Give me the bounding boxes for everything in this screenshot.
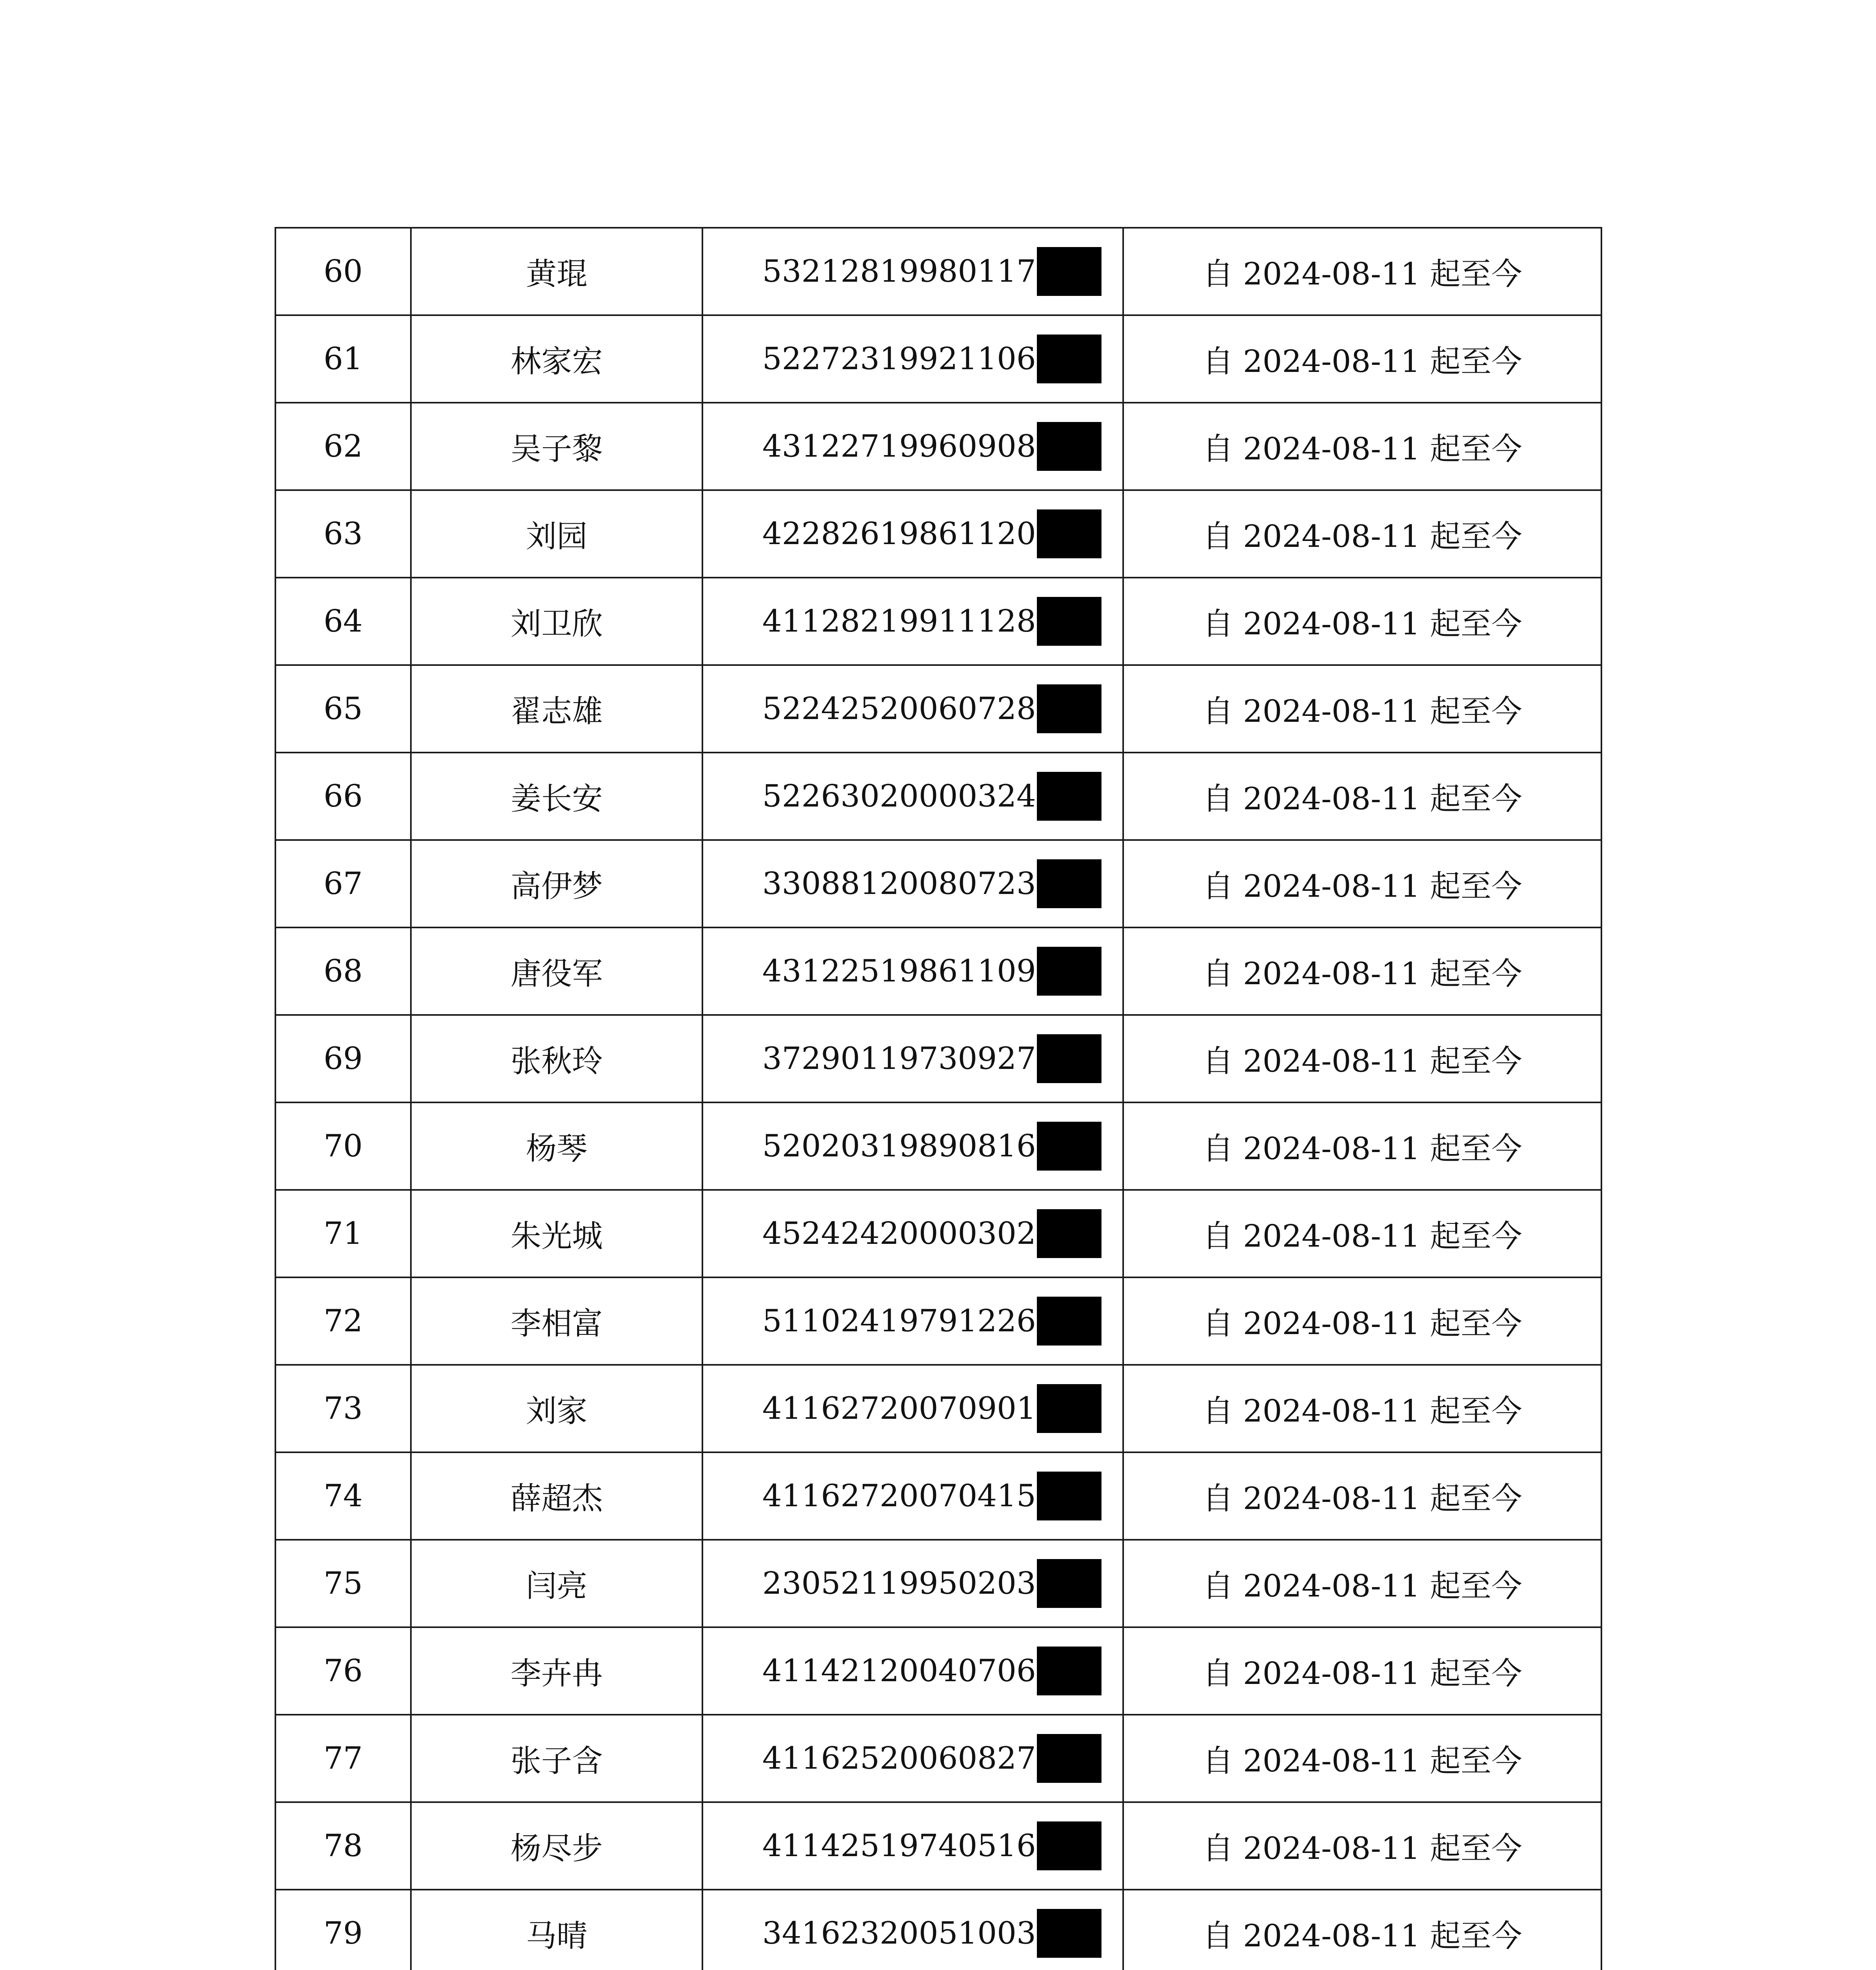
- row-id-wrapper: [703, 403, 1122, 489]
- redaction-block: [1037, 1559, 1101, 1608]
- row-id-cell: [702, 753, 1123, 840]
- row-id-cell: [702, 1015, 1123, 1102]
- row-index: 71: [275, 1190, 411, 1277]
- row-id-wrapper: [703, 1103, 1122, 1189]
- row-index: 60: [275, 228, 411, 315]
- row-name: 刘卫欣: [411, 578, 702, 665]
- row-id-cell: [702, 1452, 1123, 1540]
- redaction-block: [1037, 1209, 1101, 1258]
- row-id-number: 51102419791226: [762, 1303, 1036, 1339]
- row-id-cell: [702, 1802, 1123, 1890]
- row-name: 李相富: [411, 1277, 702, 1365]
- row-id-number: 23052119950203: [762, 1566, 1036, 1601]
- table-row: [275, 840, 1601, 927]
- table-row: [275, 578, 1601, 665]
- row-id-wrapper: [703, 1366, 1122, 1451]
- row-id-wrapper: [703, 841, 1122, 927]
- redaction-block: [1037, 772, 1101, 821]
- row-id-number: 42282619861120: [762, 516, 1036, 552]
- redaction-block: [1037, 1734, 1101, 1783]
- row-id-wrapper: [703, 1278, 1122, 1364]
- row-id-cell: [702, 315, 1123, 403]
- row-id-wrapper: [703, 316, 1122, 402]
- row-index: 64: [275, 578, 411, 665]
- redaction-block: [1037, 1647, 1101, 1695]
- row-id-wrapper: [703, 666, 1122, 752]
- redaction-block: [1037, 1122, 1101, 1171]
- row-id-number: 41128219911128: [762, 604, 1036, 639]
- row-period: 自 2024-08-11 起至今: [1123, 1365, 1601, 1452]
- row-index: 74: [275, 1452, 411, 1540]
- table-row: [275, 1890, 1601, 1970]
- table-row: [275, 1190, 1601, 1277]
- row-index: 61: [275, 315, 411, 403]
- row-name: 李卉冉: [411, 1627, 702, 1715]
- row-name: 刘家: [411, 1365, 702, 1452]
- row-id-cell: [702, 1102, 1123, 1190]
- redaction-block: [1037, 859, 1101, 908]
- row-name: 唐役军: [411, 927, 702, 1015]
- row-index: 66: [275, 753, 411, 840]
- row-index: 70: [275, 1102, 411, 1190]
- redaction-block: [1037, 597, 1101, 646]
- redaction-block: [1037, 684, 1101, 733]
- row-name: 薛超杰: [411, 1452, 702, 1540]
- row-name: 高伊梦: [411, 840, 702, 927]
- row-index: 73: [275, 1365, 411, 1452]
- table-row: [275, 1277, 1601, 1365]
- row-id-wrapper: [703, 1191, 1122, 1277]
- redaction-block: [1037, 335, 1101, 383]
- roster-table-body: [275, 228, 1601, 1970]
- row-period: 自 2024-08-11 起至今: [1123, 1802, 1601, 1890]
- row-index: 67: [275, 840, 411, 927]
- row-period: 自 2024-08-11 起至今: [1123, 228, 1601, 315]
- row-id-number: 41162520060827: [762, 1741, 1036, 1776]
- row-id-cell: [702, 228, 1123, 315]
- redaction-block: [1037, 1909, 1101, 1958]
- row-id-number: 52263020000324: [762, 779, 1036, 814]
- row-name: 朱光城: [411, 1190, 702, 1277]
- redaction-block: [1037, 422, 1101, 471]
- row-id-wrapper: [703, 1016, 1122, 1102]
- row-name: 刘园: [411, 490, 702, 578]
- row-period: 自 2024-08-11 起至今: [1123, 1015, 1601, 1102]
- row-period: 自 2024-08-11 起至今: [1123, 840, 1601, 927]
- row-index: 76: [275, 1627, 411, 1715]
- redaction-block: [1037, 1297, 1101, 1346]
- row-period: 自 2024-08-11 起至今: [1123, 1540, 1601, 1627]
- row-period: 自 2024-08-11 起至今: [1123, 1277, 1601, 1365]
- row-name: 张子含: [411, 1715, 702, 1802]
- row-name: 黄琨: [411, 228, 702, 315]
- table-row: [275, 315, 1601, 403]
- row-id-wrapper: [703, 928, 1122, 1014]
- row-id-wrapper: [703, 1803, 1122, 1889]
- row-id-cell: [702, 840, 1123, 927]
- row-period: 自 2024-08-11 起至今: [1123, 927, 1601, 1015]
- row-id-cell: [702, 665, 1123, 753]
- row-name: 翟志雄: [411, 665, 702, 753]
- table-row: [275, 665, 1601, 753]
- row-id-cell: [702, 403, 1123, 490]
- table-row: [275, 1540, 1601, 1627]
- table-row: [275, 1627, 1601, 1715]
- redaction-block: [1037, 1034, 1101, 1083]
- row-name: 张秋玲: [411, 1015, 702, 1102]
- row-id-cell: [702, 927, 1123, 1015]
- row-period: 自 2024-08-11 起至今: [1123, 403, 1601, 490]
- row-name: 吴子黎: [411, 403, 702, 490]
- row-id-cell: [702, 1190, 1123, 1277]
- table-row: [275, 1102, 1601, 1190]
- row-id-number: 41162720070415: [762, 1478, 1036, 1514]
- table-row: [275, 1452, 1601, 1540]
- row-index: 68: [275, 927, 411, 1015]
- row-period: 自 2024-08-11 起至今: [1123, 490, 1601, 578]
- row-index: 72: [275, 1277, 411, 1365]
- redaction-block: [1037, 947, 1101, 996]
- roster-table-wrapper: [275, 227, 1601, 1970]
- row-name: 闫亮: [411, 1540, 702, 1627]
- row-id-number: 52272319921106: [762, 341, 1036, 377]
- row-period: 自 2024-08-11 起至今: [1123, 1715, 1601, 1802]
- row-id-wrapper: [703, 578, 1122, 664]
- row-index: 77: [275, 1715, 411, 1802]
- row-id-wrapper: [703, 229, 1122, 314]
- row-id-number: 34162320051003: [762, 1916, 1036, 1951]
- table-row: [275, 1365, 1601, 1452]
- row-period: 自 2024-08-11 起至今: [1123, 315, 1601, 403]
- row-id-wrapper: [703, 491, 1122, 577]
- table-row: [275, 753, 1601, 840]
- redaction-block: [1037, 1384, 1101, 1433]
- row-index: 62: [275, 403, 411, 490]
- table-row: [275, 927, 1601, 1015]
- table-row: [275, 1802, 1601, 1890]
- row-id-number: 33088120080723: [762, 866, 1036, 901]
- row-id-cell: [702, 1540, 1123, 1627]
- row-name: 杨尽步: [411, 1802, 702, 1890]
- table-row: [275, 490, 1601, 578]
- table-row: [275, 228, 1601, 315]
- roster-table: [275, 227, 1602, 1970]
- row-period: 自 2024-08-11 起至今: [1123, 753, 1601, 840]
- row-id-wrapper: [703, 753, 1122, 839]
- row-id-number: 37290119730927: [762, 1041, 1036, 1076]
- row-period: 自 2024-08-11 起至今: [1123, 1190, 1601, 1277]
- row-period: 自 2024-08-11 起至今: [1123, 1890, 1601, 1970]
- row-name: 杨琴: [411, 1102, 702, 1190]
- row-id-number: 43122519861109: [762, 953, 1036, 989]
- redaction-block: [1037, 509, 1101, 558]
- row-index: 75: [275, 1540, 411, 1627]
- table-row: [275, 1015, 1601, 1102]
- row-id-cell: [702, 1627, 1123, 1715]
- row-id-wrapper: [703, 1453, 1122, 1539]
- row-period: 自 2024-08-11 起至今: [1123, 1102, 1601, 1190]
- row-id-cell: [702, 1890, 1123, 1970]
- table-row: [275, 1715, 1601, 1802]
- row-period: 自 2024-08-11 起至今: [1123, 1627, 1601, 1715]
- row-index: 79: [275, 1890, 411, 1970]
- row-index: 69: [275, 1015, 411, 1102]
- row-id-wrapper: [703, 1541, 1122, 1626]
- row-index: 65: [275, 665, 411, 753]
- row-id-number: 45242420000302: [762, 1216, 1036, 1251]
- row-id-wrapper: [703, 1715, 1122, 1801]
- row-id-cell: [702, 1715, 1123, 1802]
- row-id-cell: [702, 1365, 1123, 1452]
- row-name: 马晴: [411, 1890, 702, 1970]
- row-name: 林家宏: [411, 315, 702, 403]
- redaction-block: [1037, 1821, 1101, 1870]
- row-id-number: 41142519740516: [762, 1828, 1036, 1864]
- row-id-number: 52020319890816: [762, 1128, 1036, 1164]
- row-id-number: 41142120040706: [762, 1653, 1036, 1689]
- row-id-cell: [702, 578, 1123, 665]
- row-id-cell: [702, 490, 1123, 578]
- row-id-number: 53212819980117: [762, 254, 1036, 289]
- redaction-block: [1037, 247, 1101, 296]
- row-id-number: 41162720070901: [762, 1391, 1036, 1426]
- row-index: 63: [275, 490, 411, 578]
- row-period: 自 2024-08-11 起至今: [1123, 1452, 1601, 1540]
- row-id-number: 52242520060728: [762, 691, 1036, 727]
- row-index: 78: [275, 1802, 411, 1890]
- row-id-cell: [702, 1277, 1123, 1365]
- table-row: [275, 403, 1601, 490]
- row-period: 自 2024-08-11 起至今: [1123, 578, 1601, 665]
- redaction-block: [1037, 1472, 1101, 1520]
- row-id-wrapper: [703, 1628, 1122, 1714]
- row-id-number: 43122719960908: [762, 429, 1036, 464]
- row-period: 自 2024-08-11 起至今: [1123, 665, 1601, 753]
- row-name: 姜长安: [411, 753, 702, 840]
- row-id-wrapper: [703, 1890, 1122, 1970]
